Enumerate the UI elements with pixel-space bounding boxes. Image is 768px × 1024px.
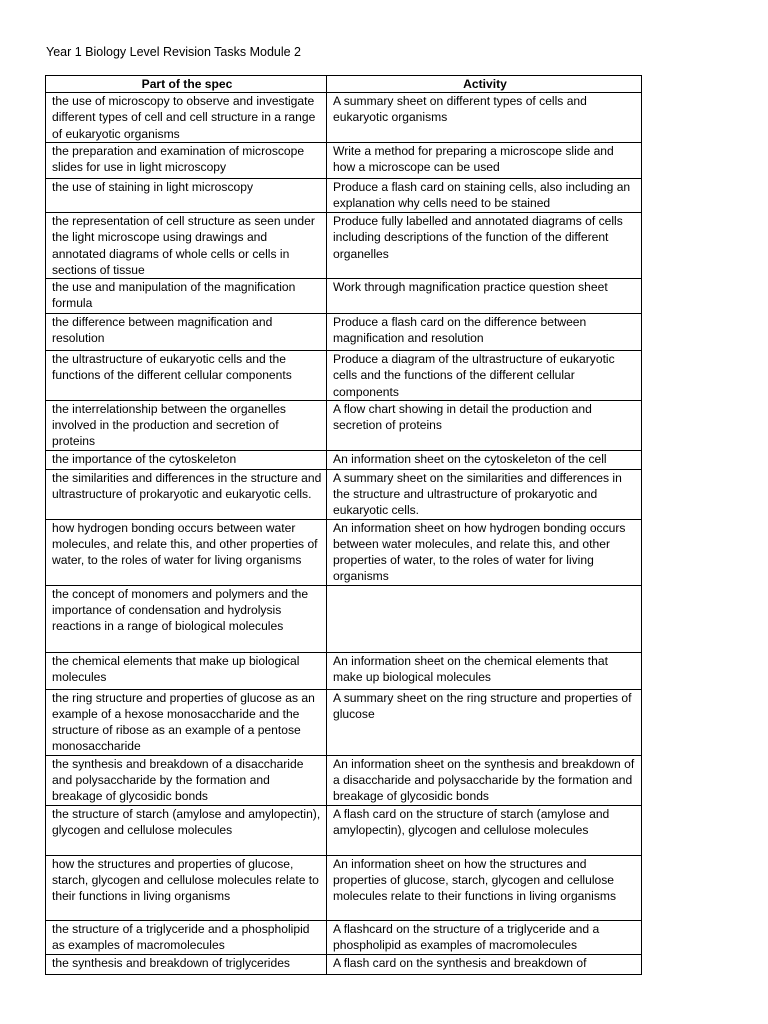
table-row [46, 652, 642, 689]
spec-cell: the difference between magnification and resolution [46, 314, 327, 351]
table-row [46, 314, 642, 351]
table-row [46, 755, 642, 805]
spec-cell: the structure of starch (amylose and amylopectin), glycogen and cellulose molecules [46, 805, 327, 855]
spec-cell: the preparation and examination of microscope slides for use in light microscopy [46, 143, 327, 179]
spec-cell: the ultrastructure of eukaryotic cells and the functions of the different cellular components [46, 351, 327, 401]
spec-cell: the interrelationship between the organelles involved in the production and secretion of proteins [46, 400, 327, 450]
spec-cell: the use and manipulation of the magnification formula [46, 279, 327, 314]
table-row [46, 920, 642, 954]
spec-cell: how the structures and properties of glucose, starch, glycogen and cellulose molecules relate to their functions in living organisms [46, 855, 327, 920]
activity-cell: A summary sheet on different types of cells and eukaryotic organisms [327, 93, 642, 143]
activity-cell [327, 585, 642, 652]
table-row [46, 469, 642, 519]
activity-cell: Produce fully labelled and annotated diagrams of cells including descriptions of the function of the different organelles [327, 213, 642, 279]
table-body [46, 93, 642, 975]
activity-cell: Produce a diagram of the ultrastructure of eukaryotic cells and the functions of the different cellular components [327, 351, 642, 401]
activity-cell: Work through magnification practice question sheet [327, 279, 642, 314]
spec-cell: the ring structure and properties of glucose as an example of a hexose monosaccharide and the structure of ribose as an example of a pentose monosaccharide [46, 689, 327, 755]
activity-cell: Produce a flash card on the difference between magnification and resolution [327, 314, 642, 351]
activity-cell: Write a method for preparing a microscope slide and how a microscope can be used [327, 143, 642, 179]
spec-cell: the similarities and differences in the structure and ultrastructure of prokaryotic and eukaryotic cells. [46, 469, 327, 519]
table-row [46, 954, 642, 974]
table-row [46, 179, 642, 213]
spec-cell: the chemical elements that make up biological molecules [46, 652, 327, 689]
activity-cell: A flash card on the synthesis and breakdown of [327, 954, 642, 974]
spec-cell: the use of staining in light microscopy [46, 179, 327, 213]
revision-tasks-table [45, 75, 642, 975]
activity-cell: An information sheet on the synthesis and breakdown of a disaccharide and polysaccharide by the formation and breakage of glycosidic bonds [327, 755, 642, 805]
activity-cell: An information sheet on the chemical elements that make up biological molecules [327, 652, 642, 689]
activity-cell: A summary sheet on the ring structure and properties of glucose [327, 689, 642, 755]
table-row [46, 519, 642, 585]
table-row [46, 805, 642, 855]
header-row [46, 76, 642, 93]
page-title: Year 1 Biology Level Revision Tasks Module 2 [46, 45, 302, 59]
activity-cell: An information sheet on how the structures and properties of glucose, starch, glycogen and cellulose molecules relate to their functions in living organisms [327, 855, 642, 920]
table-row [46, 93, 642, 143]
spec-cell: the synthesis and breakdown of triglycerides [46, 954, 327, 974]
spec-cell: the importance of the cytoskeleton [46, 450, 327, 469]
table-row [46, 855, 642, 920]
activity-cell: A flash card on the structure of starch (amylose and amylopectin), glycogen and cellulose molecules [327, 805, 642, 855]
table-header [46, 76, 642, 93]
table-row [46, 689, 642, 755]
table-row [46, 400, 642, 450]
activity-cell: A summary sheet on the similarities and differences in the structure and ultrastructure of prokaryotic and eukaryotic cells. [327, 469, 642, 519]
spec-cell: the use of microscopy to observe and investigate different types of cell and cell structure in a range of eukaryotic organisms [46, 93, 327, 143]
activity-cell: Produce a flash card on staining cells, also including an explanation why cells need to be stained [327, 179, 642, 213]
spec-cell: the representation of cell structure as seen under the light microscope using drawings and annotated diagrams of whole cells or cells in sections of tissue [46, 213, 327, 279]
spec-cell: how hydrogen bonding occurs between water molecules, and relate this, and other properties of water, to the roles of water for living organisms [46, 519, 327, 585]
table-row [46, 143, 642, 179]
header-part-of-spec: Part of the spec [46, 76, 327, 93]
activity-cell: A flashcard on the structure of a triglyceride and a phospholipid as examples of macromolecules [327, 920, 642, 954]
spec-cell: the synthesis and breakdown of a disaccharide and polysaccharide by the formation and breakage of glycosidic bonds [46, 755, 327, 805]
table-row [46, 351, 642, 401]
activity-cell: An information sheet on the cytoskeleton of the cell [327, 450, 642, 469]
header-activity: Activity [327, 76, 642, 93]
table-row [46, 585, 642, 652]
table-row [46, 450, 642, 469]
spec-cell: the structure of a triglyceride and a phospholipid as examples of macromolecules [46, 920, 327, 954]
table-row [46, 213, 642, 279]
activity-cell: An information sheet on how hydrogen bonding occurs between water molecules, and relate this, and other properties of water, to the roles of water for living organisms [327, 519, 642, 585]
activity-cell: A flow chart showing in detail the production and secretion of proteins [327, 400, 642, 450]
table-row [46, 279, 642, 314]
spec-cell: the concept of monomers and polymers and the importance of condensation and hydrolysis reactions in a range of biological molecules [46, 585, 327, 652]
